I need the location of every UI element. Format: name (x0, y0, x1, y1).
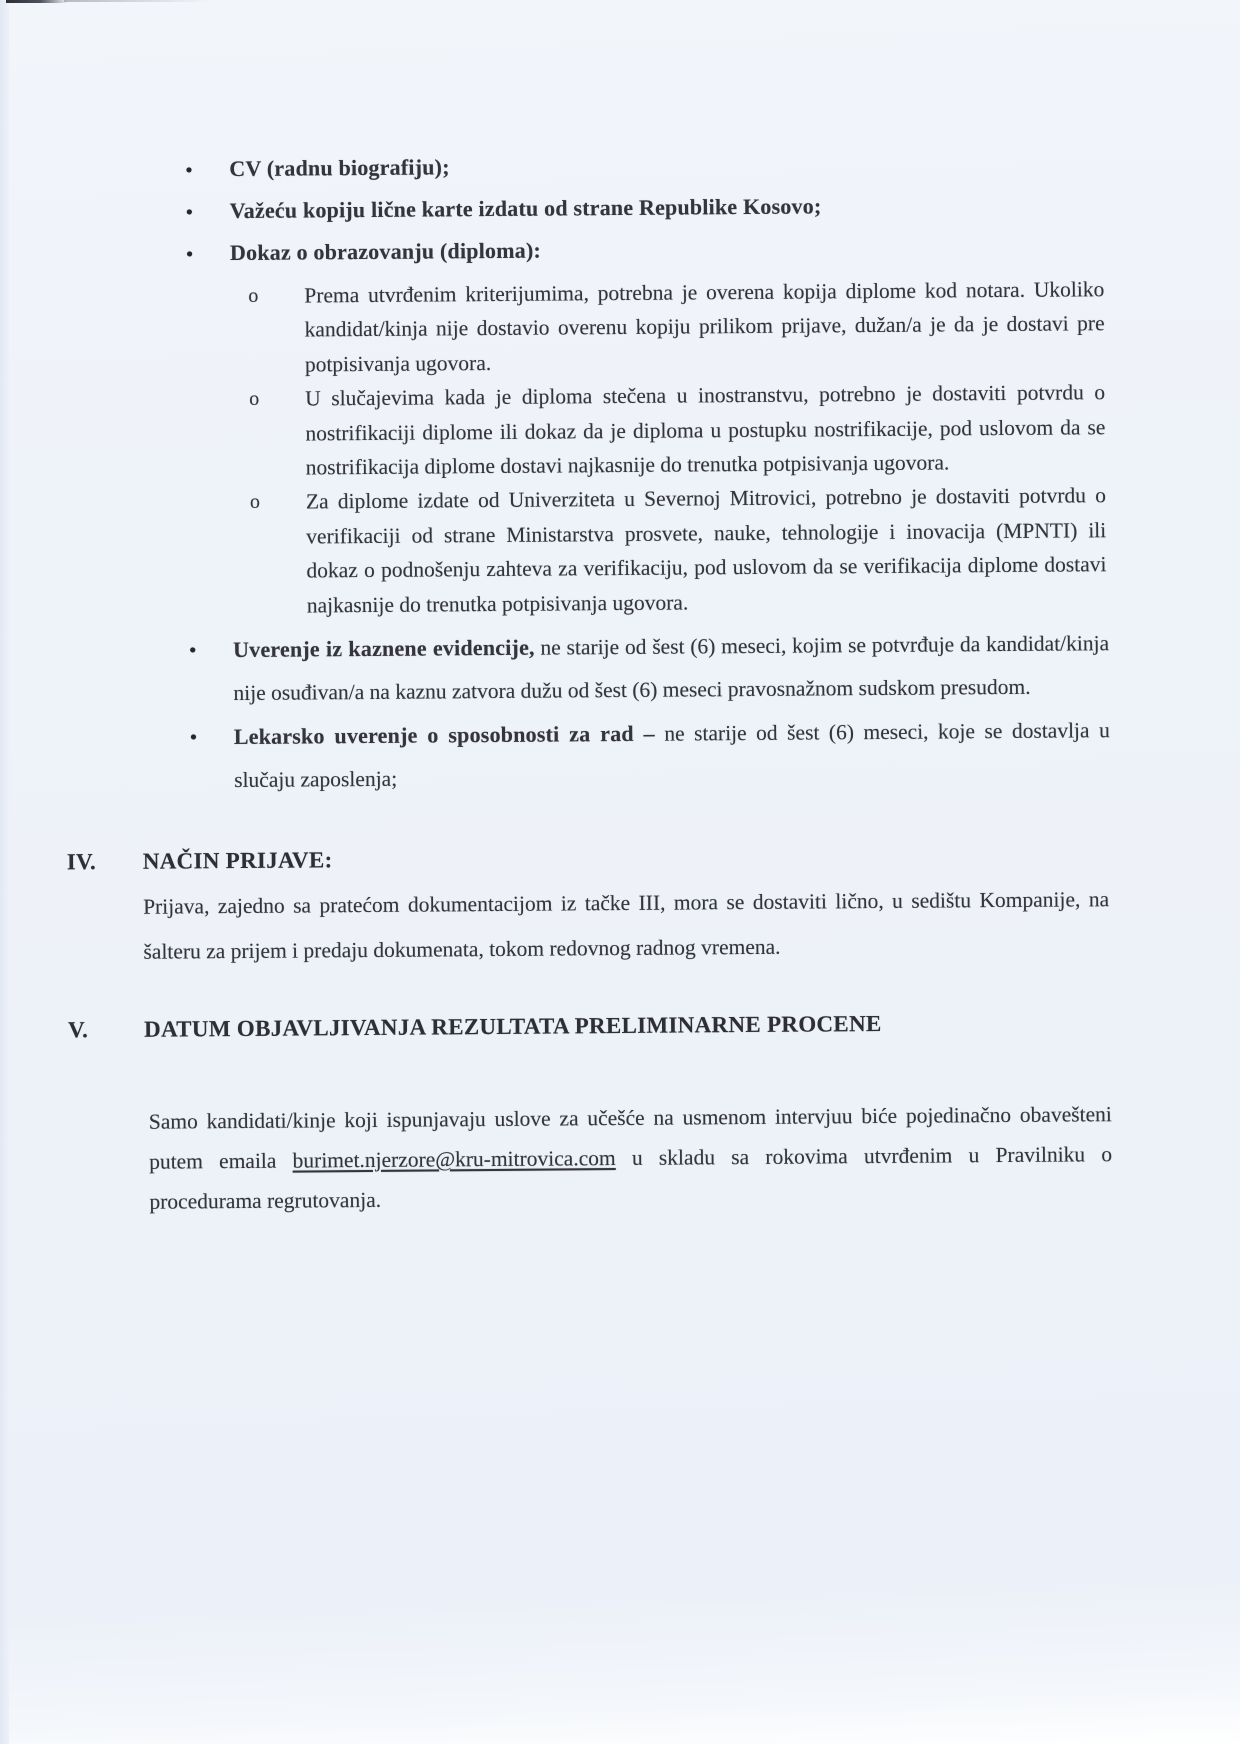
sub-bullet-icon: o (249, 388, 260, 411)
closing-paragraph (149, 1094, 1113, 1222)
bullet-bold-text: Uverenje iz kaznene evidencije, (233, 634, 535, 663)
bullet-item (184, 188, 1106, 227)
section-title: NAČIN PRIJAVE: (142, 847, 333, 874)
bullet-text: Važeću kopiju lične karte izdatu od strane Republike Kosovo; (229, 193, 822, 224)
section-iv (67, 836, 1240, 975)
bullet-paragraph (233, 621, 1110, 715)
scan-edge-bottom (0, 1744, 1240, 1756)
bullet-text: CV (radnu biografiju); (229, 154, 450, 182)
bullet-icon: ● (185, 204, 194, 219)
bullet-regular-text: ne starije od šest (6) meseci, koje se dostavlja u slučaju zaposlenja; (234, 718, 1110, 793)
bullet-item (188, 708, 1111, 802)
sub-bullet-text: Za diplome izdate od Univerziteta u Severnoj Mitrovici, potrebno je dostaviti potvrdu o verifikaciji od strane Ministarstva prosvete, nauke, tehnologije i inovacija (MPNTI) ili dokaz o podnošenju zahteva za verifikaciju, pod uslovom da se verifikacija diplome dostavi najkasnije do trenutka potpisivanja ugovora. (305, 483, 1107, 618)
section-number: IV. (66, 849, 97, 875)
closing-text-after: u skladu sa rokovima utvrđenim u Pravilniku o procedurama regrutovanja. (149, 1142, 1113, 1214)
sub-bullet-item (248, 272, 1105, 382)
sub-bullet-item (250, 479, 1107, 623)
bullet-icon: ● (189, 642, 197, 657)
section-heading (68, 1004, 1240, 1047)
bullet-icon: ● (185, 246, 194, 261)
bullet-icon: ● (189, 729, 198, 744)
requirements-list (183, 146, 1106, 269)
section-heading (67, 836, 1240, 879)
bullet-paragraph (234, 708, 1111, 802)
section-v (68, 1004, 1240, 1047)
certificates-list (187, 621, 1110, 802)
bullet-item (183, 146, 1105, 185)
section-number: V. (68, 1017, 89, 1043)
bullet-text: Dokaz o obrazovanju (diploma): (229, 237, 542, 266)
sub-bullet-item (249, 375, 1106, 485)
diploma-sub-list (248, 272, 1107, 623)
scan-artifact-top-streak (6, 0, 68, 3)
sub-bullet-icon: o (249, 491, 261, 514)
bullet-item (184, 230, 1106, 269)
closing-text-before: Samo kandidati/kinje koji ispunjavaju uslove za učešće na usmenom intervjuu biće pojedinačno obavešteni putem emaila (148, 1102, 1112, 1174)
email-link[interactable]: burimet.njerzore@kru-mitrovica.com (292, 1146, 616, 1173)
section-title: DATUM OBJAVLJIVANJA REZULTATA PRELIMINARNE PROCENE (144, 1011, 882, 1042)
bullet-item (187, 621, 1110, 715)
section-body-text: Prijava, zajedno sa pratećom dokumentacijom iz tačke III, mora se dostaviti lično, u sedištu Kompanije, na šalteru za prijem i predaju dokumenata, tokom redovnog radnog vremena. (143, 887, 1110, 964)
bullet-bold-text: Lekarsko uverenje o sposobnosti za rad – (233, 720, 655, 750)
bullet-icon: ● (185, 162, 193, 177)
sub-bullet-text: Prema utvrđenim kriterijumima, potrebna je overena kopija diplome kod notara. Ukoliko kandidat/kinja nije dostavio overenu kopiju prilikom prijave, dužan/a je da je dostavi pre potpisivanja ugovora. (304, 277, 1105, 377)
sub-bullet-icon: o (248, 284, 259, 307)
scan-artifact-top-streak-faint (64, 0, 209, 2)
sub-bullet-text: U slučajevima kada je diploma stečena u inostranstvu, potrebno je dostaviti potvrdu o nostrifikaciji diplome ili dokaz da je diploma u postupku nostrifikacije, pod uslovom da se nostrifikacija diplome dostavi najkasnije do trenutka potpisivanja ugovora. (305, 380, 1106, 480)
bullet-regular-text: ne starije od šest (6) meseci, kojim se potvrđuje da kandidat/kinja nije osuđivan/a na kaznu zatvora dužu od šest (6) meseci pravosnažnom sudskom presudom. (233, 631, 1110, 706)
